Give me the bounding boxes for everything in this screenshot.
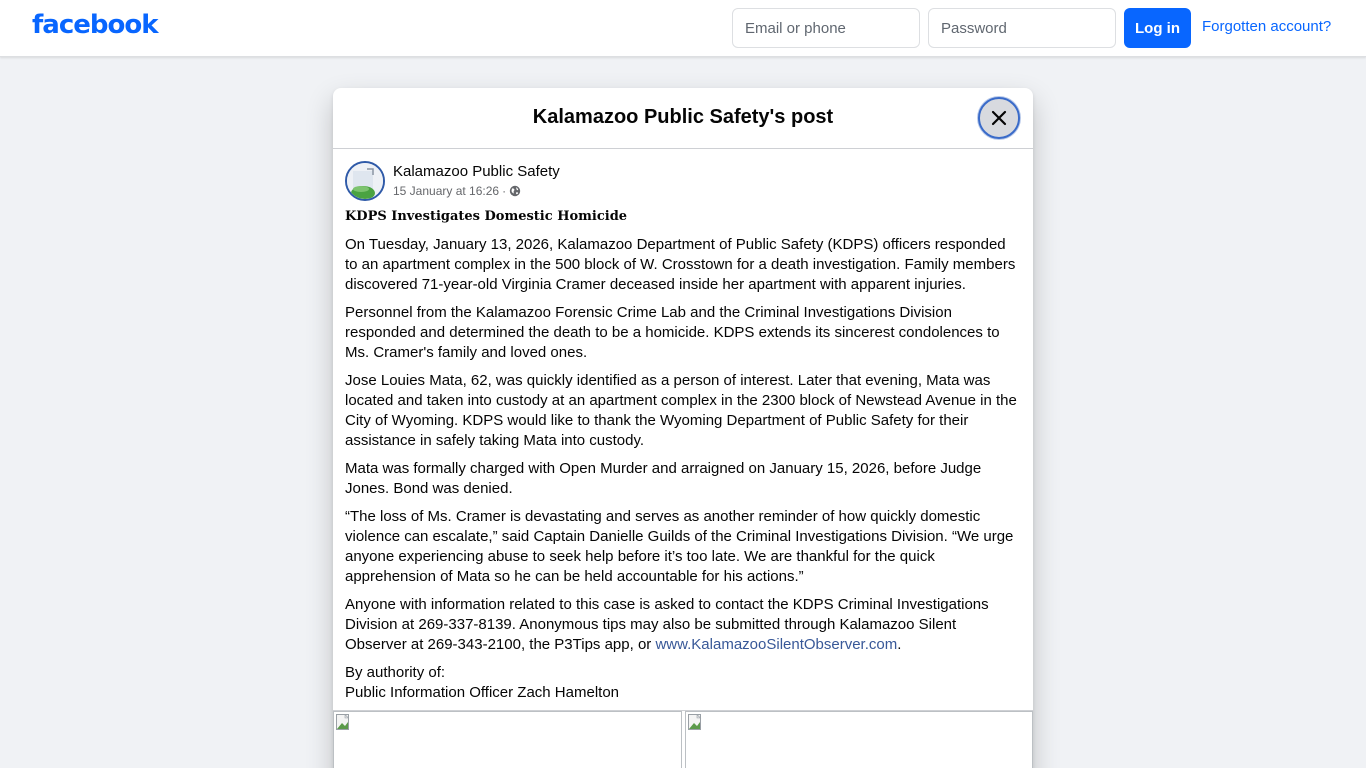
forgotten-account-link[interactable]: Forgotten account?	[1202, 18, 1332, 35]
meta-separator: ·	[502, 184, 507, 198]
post-paragraph: Personnel from the Kalamazoo Forensic Crime Lab and the Criminal Investigations Division responded and determined the death to be a homicide. KDPS extends its sincerest condolences to Ms. Cramer's family and loved ones.	[345, 304, 1000, 361]
page-avatar[interactable]	[345, 161, 385, 201]
post-author[interactable]: Kalamazoo Public Safety	[393, 163, 560, 180]
broken-image-icon	[336, 714, 352, 730]
avatar-image-icon	[347, 163, 383, 199]
post-images	[333, 710, 1033, 768]
signature-line: By authority of:	[345, 664, 446, 681]
post-paragraph: On Tuesday, January 13, 2026, Kalamazoo Department of Public Safety (KDPS) officers responded to an apartment complex in the 500 block of W. Crosstown for a death investigation. Family members discovered 71-year-old Virginia Cramer deceased inside her apartment with apparent injuries.	[345, 236, 1016, 293]
post-body	[333, 209, 1033, 703]
modal-header	[333, 88, 1033, 149]
top-navigation-bar	[0, 0, 1366, 57]
signature-line: Public Information Officer Zach Hamelton	[345, 684, 620, 701]
facebook-logo[interactable]: facebook	[32, 10, 158, 40]
post-header	[333, 149, 1033, 209]
post-image[interactable]	[685, 711, 1034, 768]
contact-end: .	[897, 636, 902, 653]
modal-title: Kalamazoo Public Safety's post	[532, 106, 834, 128]
globe-icon	[509, 185, 521, 197]
post-contact-paragraph	[345, 595, 1021, 655]
post-paragraph: Jose Louies Mata, 62, was quickly identified as a person of interest. Later that evening, Mata was located and taken into custody at an apartment complex in the 2300 block of Newstead Avenue in the City of Wyoming. KDPS would like to thank the Wyoming Department of Public Safety for their assistance in safely taking Mata into custody.	[345, 372, 1017, 449]
post-paragraph: “The loss of Ms. Cramer is devastating and serves as another reminder of how quickly domestic violence can escalate,” said Captain Danielle Guilds of the Criminal Investigations Division. “We urge anyone experiencing abuse to seek help before it’s too late. We are thankful for the quick apprehension of Mata so he can be held accountable for his actions.”	[345, 508, 1014, 585]
login-button[interactable]: Log in	[1124, 8, 1191, 48]
post-image[interactable]	[333, 711, 682, 768]
close-button[interactable]	[978, 97, 1020, 139]
silent-observer-link[interactable]: www.KalamazooSilentObserver.com	[655, 636, 898, 653]
broken-image-icon	[688, 714, 704, 730]
post-modal	[333, 88, 1033, 768]
password-field[interactable]	[928, 8, 1116, 48]
email-field[interactable]	[732, 8, 920, 48]
close-icon	[991, 110, 1007, 126]
post-paragraph: Mata was formally charged with Open Murder and arraigned on January 15, 2026, before Judge Jones. Bond was denied.	[345, 460, 982, 497]
post-timestamp[interactable]: 15 January at 16:26	[393, 184, 500, 198]
post-meta	[393, 184, 521, 198]
signature	[345, 663, 1021, 703]
post-headline: KDPS Investigates Domestic Homicide	[345, 209, 628, 224]
contact-text: Anyone with information related to this case is asked to contact the KDPS Criminal Investigations Division at 269-337-8139. Anonymous tips may also be submitted through Kalamazoo Silent Observer at 269-343-2100, the P3Tips app, or	[345, 596, 989, 653]
